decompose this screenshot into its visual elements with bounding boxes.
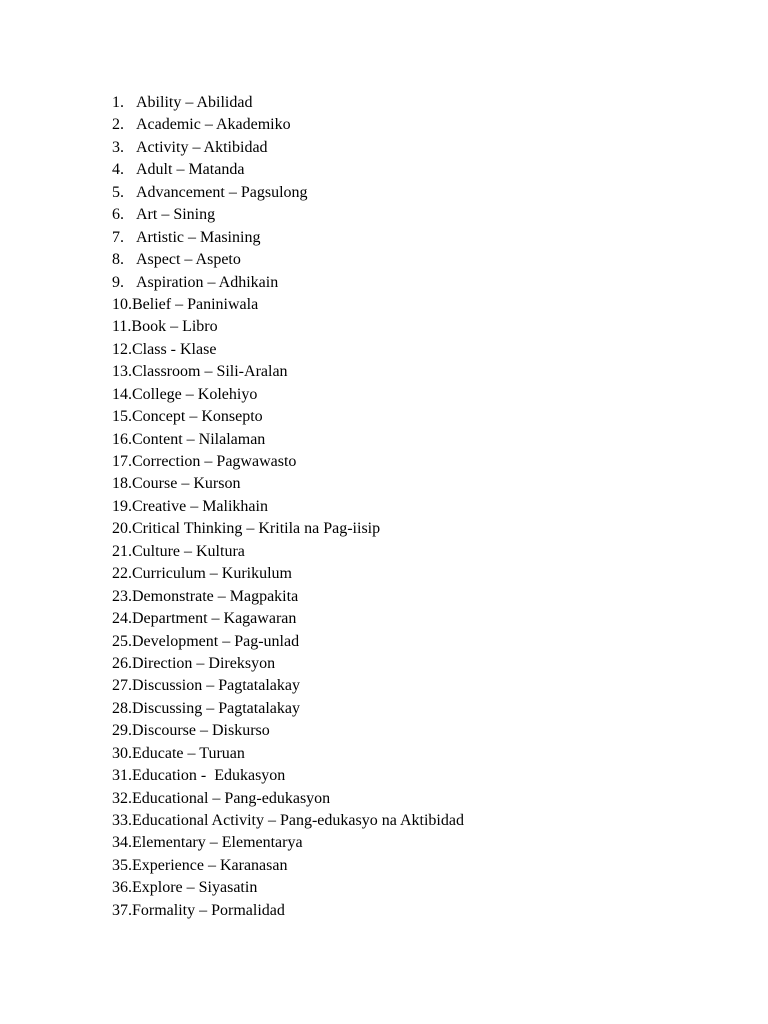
list-item-number: 5. (112, 183, 124, 201)
list-item-translation: Activity – Aktibidad (136, 138, 268, 156)
list-item-number: 2. (112, 116, 124, 134)
list-item-number: 24. (112, 610, 132, 628)
list-item-translation: Aspect – Aspeto (136, 251, 241, 269)
list-item-translation: College – Kolehiyo (132, 385, 258, 403)
list-item-number: 27. (112, 677, 132, 695)
list-item-translation: Educational – Pang-edukasyon (132, 789, 331, 807)
list-item-number: 33. (112, 812, 132, 829)
list-item (112, 204, 464, 226)
list-item-translation: Curriculum – Kurikulum (132, 565, 292, 583)
list-item (112, 675, 464, 697)
list-item (112, 316, 464, 338)
list-item-translation: Demonstrate – Magpakita (132, 587, 299, 605)
list-item-translation: Concept – Konsepto (132, 408, 263, 426)
list-item-number: 4. (112, 161, 124, 179)
list-item-number: 29. (112, 722, 132, 740)
list-item-translation: Book – Libro (131, 318, 218, 336)
list-item (112, 765, 464, 787)
list-item (112, 361, 464, 383)
list-item (112, 451, 464, 473)
list-item (112, 182, 464, 204)
list-item-translation: Academic – Akademiko (136, 116, 291, 134)
list-item-translation: Adult – Matanda (136, 161, 245, 179)
list-item-translation: Educational Activity – Pang-edukasyo na Aktibidad (132, 812, 464, 829)
list-item-translation: Education - Edukasyon (132, 767, 286, 785)
list-item-number: 3. (112, 138, 124, 156)
list-item (112, 473, 464, 495)
list-item (112, 698, 464, 720)
list-item-number: 8. (112, 251, 124, 269)
list-item (112, 855, 464, 877)
list-item-number: 13. (112, 363, 132, 381)
list-item-translation: Educate – Turuan (132, 744, 245, 762)
list-item (112, 496, 464, 518)
list-item-translation: Creative – Malikhain (132, 497, 268, 515)
list-item (112, 631, 464, 653)
list-item-translation: Discussion – Pagtatalakay (132, 677, 300, 695)
list-item-number: 20. (112, 520, 132, 538)
list-item-translation: Course – Kurson (132, 475, 241, 493)
list-item-translation: Correction – Pagwawasto (132, 453, 297, 470)
list-item-number: 34. (112, 834, 132, 852)
list-item-number: 32. (112, 789, 132, 807)
list-item-number: 21. (112, 542, 132, 560)
list-item-number: 11. (112, 318, 132, 336)
list-item-translation: Culture – Kultura (132, 542, 245, 560)
list-item (112, 518, 464, 540)
list-item (112, 810, 464, 832)
list-item (112, 563, 464, 585)
list-item (112, 788, 464, 810)
list-item (112, 541, 464, 563)
list-item-number: 31. (112, 767, 132, 785)
list-item (112, 608, 464, 630)
list-item (112, 877, 464, 899)
list-item (112, 384, 464, 406)
list-item-translation: Explore – Siyasatin (132, 879, 258, 897)
list-item-number: 26. (112, 654, 132, 672)
list-item (112, 406, 464, 428)
list-item-number: 16. (112, 430, 132, 448)
list-item-number: 23. (112, 587, 132, 605)
list-item-number: 9. (112, 273, 124, 291)
list-item-translation: Department – Kagawaran (132, 610, 297, 628)
list-item-number: 36. (112, 879, 132, 897)
list-item (112, 900, 464, 922)
list-item-translation: Elementary – Elementarya (132, 834, 303, 852)
list-item-translation: Content – Nilalaman (132, 430, 266, 448)
list-item-translation: Classroom – Sili-Aralan (132, 363, 288, 381)
list-item-translation: Class - Klase (132, 340, 217, 358)
list-item-translation: Formality – Pormalidad (132, 901, 285, 919)
list-item (112, 92, 464, 114)
list-item-number: 1. (112, 94, 124, 111)
vocabulary-list (112, 92, 464, 922)
list-item-number: 18. (112, 475, 132, 493)
list-item-number: 7. (112, 228, 124, 246)
list-item-translation: Development – Pag-unlad (132, 632, 300, 650)
list-item-number: 15. (112, 408, 132, 426)
list-item (112, 114, 464, 136)
list-item (112, 429, 464, 451)
list-item (112, 832, 464, 854)
list-item-number: 10. (112, 295, 132, 313)
list-item-number: 12. (112, 340, 132, 358)
list-item (112, 720, 464, 742)
list-item (112, 339, 464, 361)
list-item (112, 586, 464, 608)
list-item-number: 6. (112, 206, 124, 224)
list-item (112, 294, 464, 316)
list-item-translation: Artistic – Masining (136, 228, 261, 246)
list-item-translation: Discussing – Pagtatalakay (132, 699, 300, 717)
list-item-translation: Aspiration – Adhikain (136, 273, 279, 291)
list-item-number: 35. (112, 856, 132, 874)
list-item-number: 30. (112, 744, 132, 762)
list-item-number: 17. (112, 453, 132, 470)
list-item-translation: Discourse – Diskurso (132, 722, 270, 740)
list-item-translation: Belief – Paniniwala (132, 295, 259, 313)
list-item (112, 137, 464, 159)
list-item (112, 272, 464, 294)
list-item-translation: Art – Sining (136, 206, 216, 224)
list-item (112, 227, 464, 249)
list-item-number: 19. (112, 497, 132, 515)
list-item (112, 159, 464, 181)
list-item-translation: Direction – Direksyon (132, 654, 276, 672)
list-item-number: 28. (112, 699, 132, 717)
list-item-translation: Experience – Karanasan (132, 856, 288, 874)
list-item-number: 25. (112, 632, 132, 650)
list-item-number: 22. (112, 565, 132, 583)
list-item-translation: Critical Thinking – Kritila na Pag-iisip (132, 520, 381, 538)
list-item-number: 37. (112, 901, 132, 919)
list-item-translation: Advancement – Pagsulong (136, 183, 308, 201)
list-item (112, 743, 464, 765)
list-item (112, 249, 464, 271)
list-item-translation: Ability – Abilidad (136, 94, 253, 111)
list-item (112, 653, 464, 675)
list-item-number: 14. (112, 385, 132, 403)
